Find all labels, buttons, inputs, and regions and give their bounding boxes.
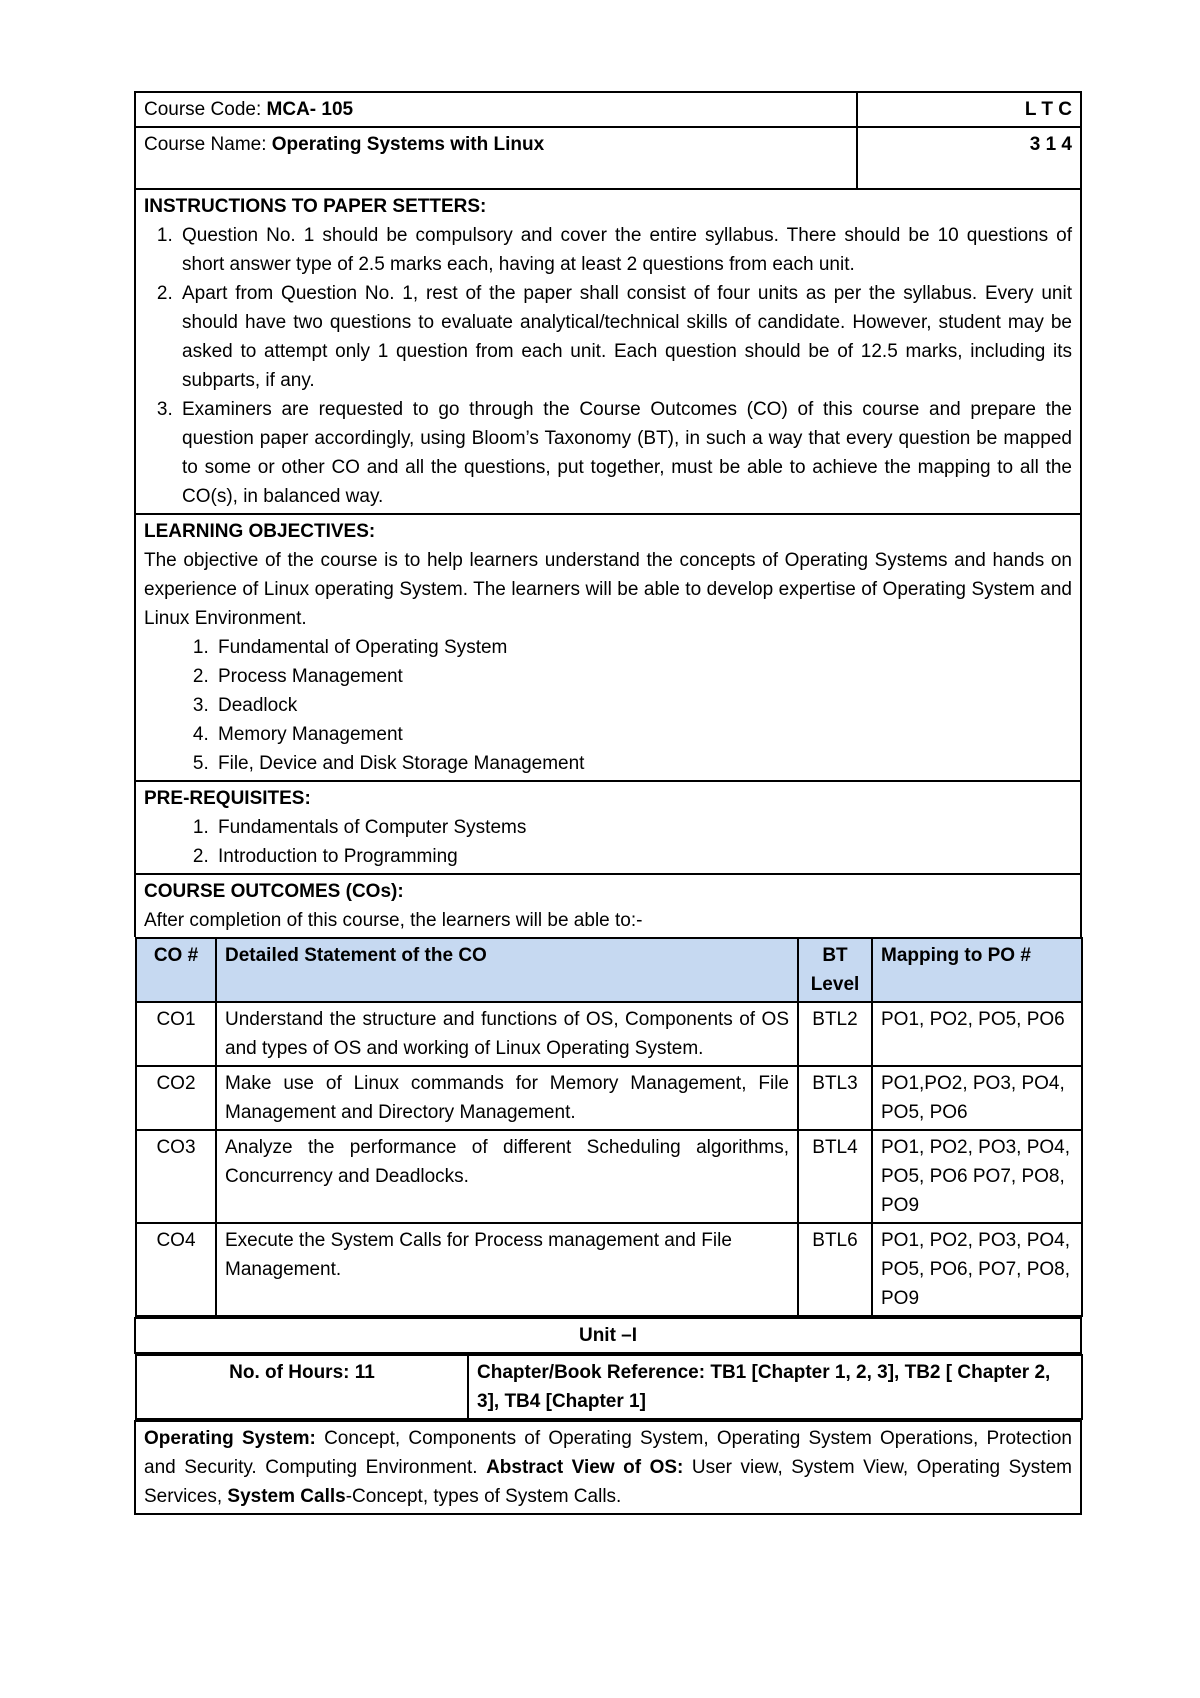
instruction-item: 1. Question No. 1 should be compulsory and cover the entire syllabus. There should be 10 questions of short answer type of 2.5 marks each, having at least 2 questions from each unit.: [178, 221, 1072, 279]
table-row: [136, 1002, 1082, 1066]
instruction-item: 2. Apart from Question No. 1, rest of the paper shall consist of four units as per the syllabus. Every unit should have two questions to evaluate analytical/technical skills of candidate. However, student may be asked to attempt only 1 question from each unit. Each question should be of 12.5 marks, including its subparts, if any.: [178, 279, 1072, 395]
header-statement: Detailed Statement of the CO: [216, 938, 798, 1002]
co-id: CO2: [136, 1066, 216, 1130]
syllabus-document: [134, 91, 1080, 1515]
outcomes-title: COURSE OUTCOMES (COs):: [144, 881, 404, 902]
table-row: [136, 1223, 1082, 1316]
bt-level: BTL2: [798, 1002, 872, 1066]
unit-content: [135, 1421, 1081, 1514]
course-code: MCA- 105: [266, 99, 354, 120]
prerequisites-section: [135, 781, 1081, 874]
outcomes-table-wrapper: [135, 937, 1081, 1318]
po-mapping: PO1,PO2, PO3, PO4, PO5, PO6: [872, 1066, 1082, 1130]
syllabus-table: [134, 91, 1082, 1515]
course-code-label: Course Code:: [144, 99, 267, 120]
unit-title: Unit –I: [135, 1318, 1081, 1353]
instructions-title: INSTRUCTIONS TO PAPER SETTERS:: [144, 196, 487, 217]
topic-operating-system: Operating System:: [144, 1428, 316, 1449]
po-mapping: PO1, PO2, PO3, PO4, PO5, PO6, PO7, PO8, PO9: [872, 1223, 1082, 1316]
topic-text: Concept, Components of Operating System, Operating System Operations, Protection and Security. Computing Environment.: [144, 1428, 1073, 1478]
topic-text: -Concept, types of System Calls.: [345, 1486, 622, 1507]
header-po-mapping: Mapping to PO #: [872, 938, 1082, 1002]
bt-level: BTL4: [798, 1130, 872, 1223]
objective-item: 5. File, Device and Disk Storage Management: [214, 749, 1072, 778]
course-name-cell: [135, 127, 857, 189]
ltc-label: L T C: [857, 92, 1081, 127]
topic-text: User view, System View, Operating System Services,: [144, 1457, 1072, 1507]
objective-item: 2. Process Management: [214, 662, 1072, 691]
unit-hours: No. of Hours: 11: [136, 1355, 468, 1419]
co-statement: Analyze the performance of different Scheduling algorithms, Concurrency and Deadlocks.: [216, 1130, 798, 1223]
ltc-values: 3 1 4: [857, 127, 1081, 189]
unit-meta-table: [135, 1354, 1083, 1420]
outcomes-section: [135, 874, 1081, 937]
outcomes-header-row: [136, 938, 1082, 1002]
course-name-label: Course Name:: [144, 134, 272, 155]
co-id: CO1: [136, 1002, 216, 1066]
header-bt-level: BT Level: [798, 938, 872, 1002]
po-mapping: PO1, PO2, PO5, PO6: [872, 1002, 1082, 1066]
unit-reference: Chapter/Book Reference: TB1 [Chapter 1, 2, 3], TB2 [ Chapter 2, 3], TB4 [Chapter 1]: [468, 1355, 1082, 1419]
po-mapping: PO1, PO2, PO3, PO4, PO5, PO6 PO7, PO8, PO9: [872, 1130, 1082, 1223]
table-row: [136, 1130, 1082, 1223]
bt-level: BTL3: [798, 1066, 872, 1130]
course-name: Operating Systems with Linux: [271, 134, 545, 155]
course-code-cell: [135, 92, 857, 127]
instructions-list: [144, 221, 1072, 511]
instruction-item: 3. Examiners are requested to go through the Course Outcomes (CO) of this course and prepare the question paper accordingly, using Bloom’s Taxonomy (BT), in such a way that every question be mapped to some or other CO and all the questions, put together, must be able to achieve the mapping to all the CO(s), in balanced way.: [178, 395, 1072, 511]
objective-item: 3. Deadlock: [214, 691, 1072, 720]
co-statement: Execute the System Calls for Process management and File Management.: [216, 1223, 798, 1316]
header-co: CO #: [136, 938, 216, 1002]
outcomes-intro: After completion of this course, the learners will be able to:-: [144, 910, 643, 931]
objectives-section: [135, 514, 1081, 781]
objectives-intro: The objective of the course is to help learners understand the concepts of Operating Systems and hands on experience of Linux operating System. The learners will be able to develop expertise of Operating System and Linux Environment.: [144, 550, 1072, 629]
objective-item: 4. Memory Management: [214, 720, 1072, 749]
co-statement: Make use of Linux commands for Memory Management, File Management and Directory Management.: [216, 1066, 798, 1130]
objectives-title: LEARNING OBJECTIVES:: [144, 521, 376, 542]
co-statement: Understand the structure and functions of OS, Components of OS and types of OS and working of Linux Operating System.: [216, 1002, 798, 1066]
objective-item: 1. Fundamental of Operating System: [214, 633, 1072, 662]
unit-meta-wrapper: [135, 1353, 1081, 1421]
topic-system-calls: System Calls: [227, 1486, 346, 1507]
outcomes-table: [135, 937, 1083, 1317]
objectives-list: [144, 633, 1072, 778]
topic-abstract-view: Abstract View of OS:: [486, 1457, 684, 1478]
instructions-section: [135, 189, 1081, 514]
prerequisites-title: PRE-REQUISITES:: [144, 788, 311, 809]
table-row: [136, 1066, 1082, 1130]
prerequisite-item: 2. Introduction to Programming: [214, 842, 1072, 871]
prerequisite-item: 1. Fundamentals of Computer Systems: [214, 813, 1072, 842]
co-id: CO4: [136, 1223, 216, 1316]
prerequisites-list: [144, 813, 1072, 871]
bt-level: BTL6: [798, 1223, 872, 1316]
co-id: CO3: [136, 1130, 216, 1223]
